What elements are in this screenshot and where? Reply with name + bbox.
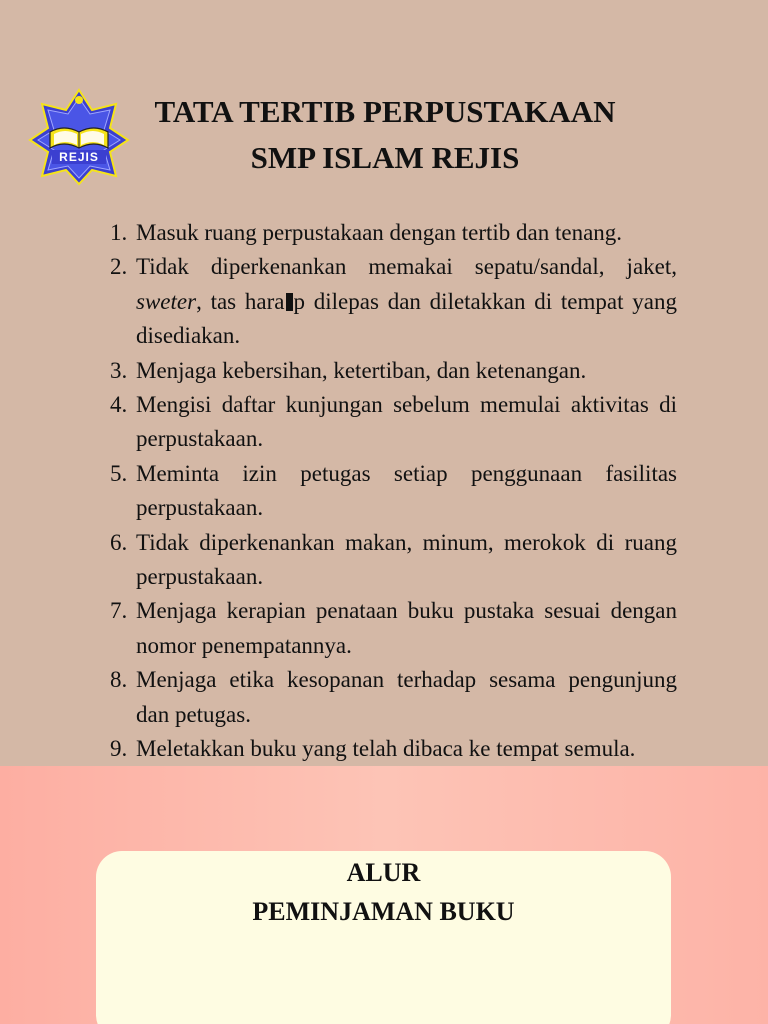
- list-number: 5.: [110, 460, 128, 486]
- list-text: Menjaga kebersihan, ketertiban, dan ketenangan.: [136, 357, 587, 383]
- page-subtitle: SMP ISLAM REJIS: [250, 140, 520, 175]
- list-text: Tidak diperkenankan memakai sepatu/sandal, jaket, sweter, tas hara p dilepas dan diletakkan di tempat yang disediakan.: [136, 254, 677, 349]
- list-item: [108, 457, 677, 526]
- list-number: 8.: [110, 667, 128, 693]
- list-number: 6.: [110, 529, 128, 555]
- list-item: [108, 250, 677, 353]
- list-number: 2.: [110, 254, 128, 280]
- list-text: Meletakkan buku yang telah dibaca ke tempat semula.: [136, 736, 636, 762]
- list-text: Meminta izin petugas setiap penggunaan fasilitas perpustakaan.: [136, 460, 677, 521]
- list-text: Menjaga etika kesopanan terhadap sesama pengunjung dan petugas.: [136, 667, 677, 727]
- list-item: [108, 388, 677, 457]
- list-item: [108, 354, 677, 388]
- page-title: TATA TERTIB PERPUSTAKAAN: [154, 94, 616, 129]
- list-text: Tidak diperkenankan makan, minum, merokok di ruang perpustakaan.: [136, 529, 677, 590]
- list-number: 9.: [110, 736, 128, 762]
- school-logo: [28, 88, 130, 186]
- list-number: 4.: [110, 392, 128, 418]
- list-item: [108, 216, 677, 250]
- list-text: Mengisi daftar kunjungan sebelum memulai aktivitas di perpustakaan.: [136, 392, 677, 452]
- list-item: [108, 732, 677, 766]
- rules-list: [108, 216, 677, 767]
- list-number: 3.: [110, 357, 128, 383]
- list-item: [108, 526, 677, 595]
- list-number: 7.: [110, 598, 128, 624]
- card-subtitle: PEMINJAMAN BUKU: [252, 897, 515, 926]
- list-number: 1.: [110, 220, 128, 245]
- list-item: [108, 594, 677, 663]
- logo-label: REJIS: [59, 150, 99, 164]
- list-item: [108, 663, 677, 732]
- list-text: Masuk ruang perpustakaan dengan tertib dan tenang.: [136, 220, 623, 245]
- list-text: Menjaga kerapian penataan buku pustaka sesuai dengan nomor penempatannya.: [136, 598, 677, 658]
- card-title: ALUR: [346, 858, 421, 887]
- text-cursor-mark: [286, 293, 293, 311]
